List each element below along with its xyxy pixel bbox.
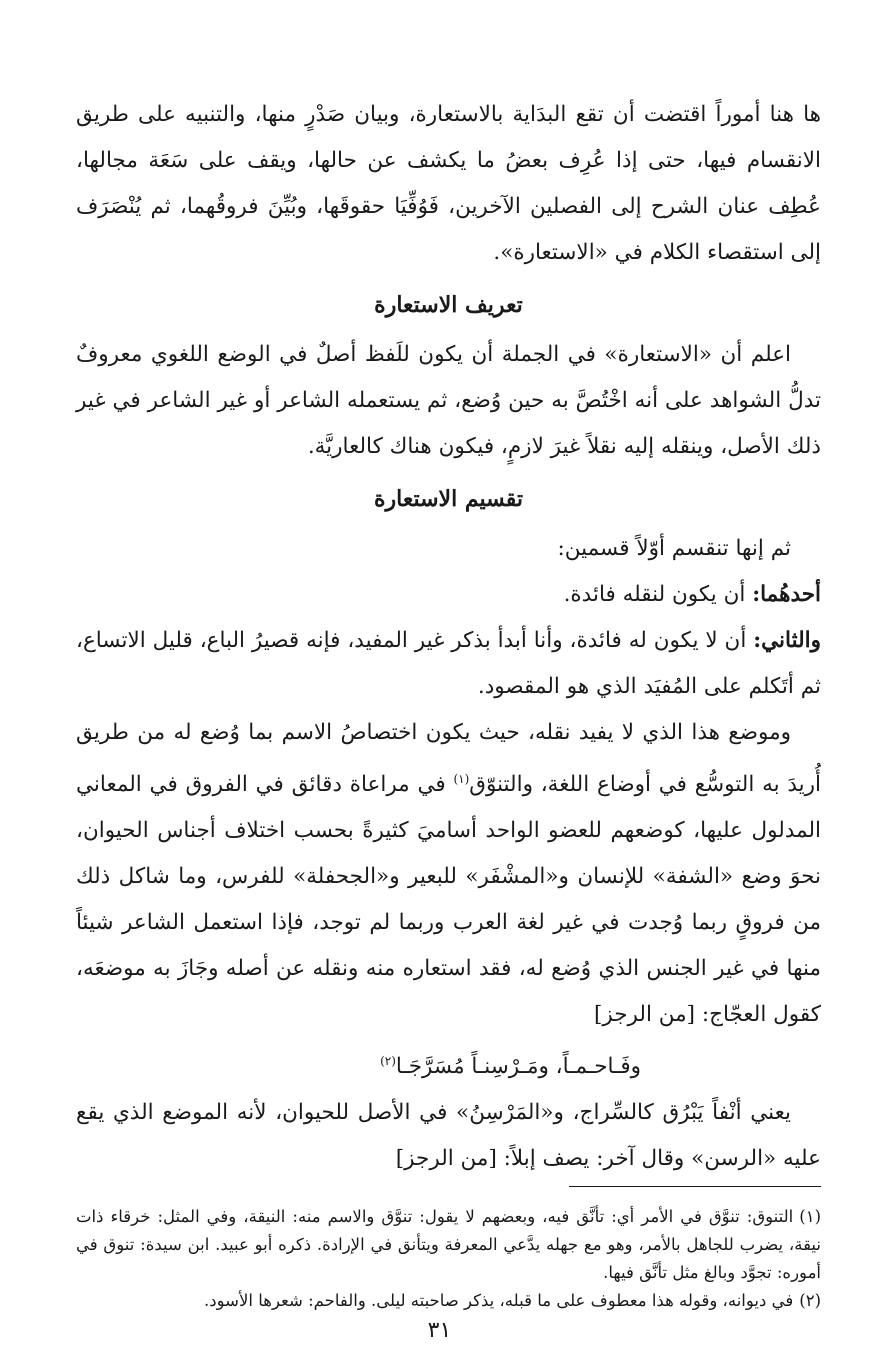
verse-line: [76, 1038, 821, 1090]
footnote-1-text: التنوق: تنوَّق في الأمر أي: تأنَّق فيه، وبعضهم لا يقول: تنوَّق والاسم منه: النيقة، وفي المثل: خرقاء ذات نيقة، يضرب للجاهل بالأمر، وهو مع جهله يدَّعي المعرفة ويتأنق في الإرادة. ذكره أبو عبيد. ابن سيدة: تنوق في أموره: تجوَّد وبالغ مثل تأنَّق فيها.: [76, 1207, 821, 1283]
first-kind-label: أحدهُما:: [752, 582, 821, 607]
non-useful-paragraph: [76, 710, 821, 1038]
non-useful-text-part2: في مراعاة دقائق في الفروق في المعاني المدلول عليها، كوضعهم للعضو الواحد أساميَ كثيرةً بحسب اختلاف أجناس الحيوان، نحوَ وضع «الشفة» للإنسان و«المشْفَر» للبعير و«الجحفلة» للفرس، وما شاكل ذلك من فروقٍ ربما وُجدت في غير لغة العرب وربما لم توجد، فإذا استعمل الشاعر شيئاً منها في غير الجنس الذي وُضع له، فقد استعاره منه ونقله عن أصله وجَازَ به موضعَه، كقول العجّاج: [من الرجز]: [76, 772, 821, 1028]
second-kind-label: والثاني:: [753, 628, 821, 653]
first-kind-text: أن يكون لنقله فائدة.: [563, 582, 753, 607]
non-useful-text-part1: وموضع هذا الذي لا يفيد نقله، حيث يكون اختصاصُ الاسم بما وُضع له من طريق أُريدَ به التوسُّع في أوضاع اللغة، والتنوّق: [76, 720, 821, 798]
marsin-paragraph: يعني أنْفاً يَبْرُق كالسِّراج، و«المَرْسِنُ» في الأصل للحيوان، لأنه الموضع الذي يقع عليه «الرسن» وقال آخر: يصف إبلاً: [من الرجز]: [76, 1100, 821, 1172]
first-kind-line: [76, 572, 821, 618]
division-intro-line: ثم إنها تنقسم أوّلاً قسمين:: [557, 536, 791, 561]
section-heading-definition: تعريف الاستعارة: [374, 292, 523, 318]
footnote-2-text: في ديوانه، وقوله هذا معطوف على ما قبله، يذكر صاحبته ليلى. والفاحم: شعرها الأسود.: [204, 1291, 794, 1311]
footnote-2: [76, 1287, 821, 1315]
section-heading-division: تقسيم الاستعارة: [373, 486, 523, 512]
page-body: [76, 92, 821, 1315]
footnote-separator: [569, 1186, 821, 1187]
intro-paragraph: ها هنا أموراً اقتضت أن تقع البدَاية بالاستعارة، وبيان صَدْرٍ منها، والتنبيه على طريق الانقسام فيها، حتى إذا عُرِف بعضُ ما يكشف عن حالها، ويقف على سَعَة مجالها، عُطِف عنان الشرح إلى الفصلين الآخرين، فَوُفِّيَا حقوقَها، وبُيِّنَ فروقُهما، ثم يُنْصَرَف إلى استقصاء الكلام في «الاستعارة».: [76, 102, 822, 265]
footnote-ref-1: (١): [453, 772, 470, 786]
verse-text: وفَـاحـمـاً، ومَـرْسِنـاً مُسَرَّجَـا: [395, 1054, 641, 1080]
definition-paragraph: اعلم أن «الاستعارة» في الجملة أن يكون للَفظ أصلٌ في الوضع اللغوي معروفٌ تدلُّ الشواهد على أنه اخْتُصَّ به حين وُضع، ثم يستعمله الشاعر أو غير الشاعر في غير ذلك الأصل، وينقله إليه نقلاً غيرَ لازمٍ، فيكون هناك كالعاريَّة.: [76, 342, 821, 459]
footnote-1-number: (١): [799, 1207, 821, 1227]
second-kind-text: أن لا يكون له فائدة، وأنا أبدأ بذكر غير المفيد، فإنه قصيرُ الباع، قليل الاتساع، ثم أتَكلم على المُفيَد الذي هو المقصود.: [76, 628, 821, 699]
page-number: ٣١: [427, 1318, 452, 1343]
footnote-1: [76, 1203, 821, 1287]
footnote-2-number: (٢): [799, 1291, 821, 1311]
second-kind-paragraph: [76, 618, 821, 710]
footnote-ref-2: (٢): [380, 1054, 396, 1069]
